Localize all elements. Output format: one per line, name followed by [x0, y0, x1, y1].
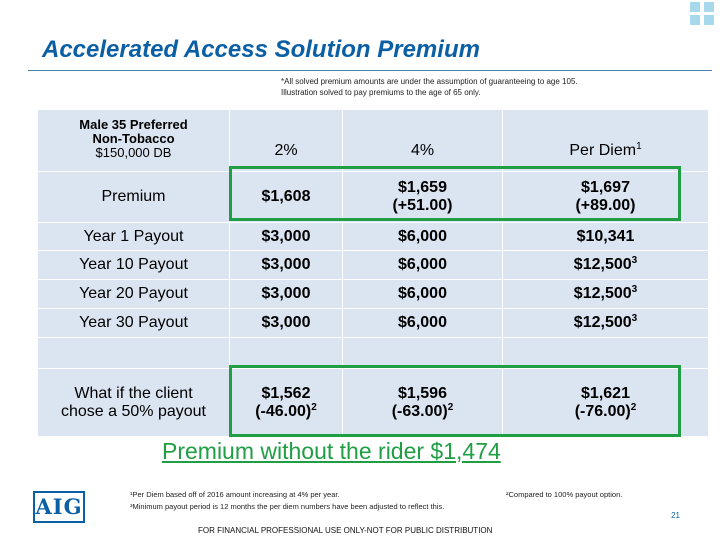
profile-cell — [38, 110, 230, 172]
payout-row — [38, 309, 709, 338]
payout-row — [38, 223, 709, 251]
what-if-label — [38, 369, 230, 437]
premium-4pct-amount: $1,659 — [398, 179, 447, 196]
payout-2pct: $3,000 — [230, 251, 343, 280]
header-2pct: 2% — [230, 110, 343, 172]
payout-4pct: $6,000 — [343, 309, 503, 338]
what-if-2pct-amount: $1,562 — [261, 384, 311, 402]
header-row — [38, 110, 709, 172]
assumption-note-line2: Illustration solved to pay premiums to the age of 65 only. — [281, 88, 481, 97]
what-if-4pct-diff: (-63.00) — [391, 402, 448, 420]
payout-footnote-ref: 3 — [631, 255, 638, 266]
payout-4pct: $6,000 — [343, 280, 503, 309]
spacer-row — [38, 338, 709, 369]
what-if-footnote-ref: 2 — [630, 401, 637, 413]
profile-line2: Non-Tobacco — [92, 130, 175, 146]
payout-row — [38, 280, 709, 309]
what-if-2pct-diff: (-46.00) — [255, 402, 312, 420]
what-if-label-line1: What if the client — [74, 384, 193, 402]
what-if-footnote-ref: 2 — [447, 401, 454, 413]
payout-per-diem-value: $12,500 — [573, 285, 632, 302]
payout-label: Year 10 Payout — [38, 251, 230, 280]
payout-footnote-ref: 3 — [631, 313, 638, 324]
spacer-cell — [343, 338, 503, 369]
what-if-footnote-ref: 2 — [311, 401, 317, 413]
payout-row — [38, 251, 709, 280]
page-number: 21 — [671, 511, 680, 520]
header-per-diem — [503, 110, 709, 172]
premium-highlight-box — [229, 166, 681, 221]
spacer-cell — [38, 338, 230, 369]
spacer-cell — [230, 338, 343, 369]
payout-footnote-ref: 3 — [631, 284, 638, 295]
payout-per-diem-value: $12,500 — [573, 256, 632, 273]
assumption-note — [281, 76, 681, 98]
premium-per-diem-amount: $1,697 — [581, 179, 630, 196]
payout-label: Year 1 Payout — [38, 223, 230, 251]
header-per-diem-label: Per Diem — [569, 141, 637, 159]
payout-per-diem — [503, 309, 709, 338]
payout-label: Year 20 Payout — [38, 280, 230, 309]
payout-4pct: $6,000 — [343, 223, 503, 251]
disclaimer: FOR FINANCIAL PROFESSIONAL USE ONLY-NOT FOR PUBLIC DISTRIBUTION — [198, 526, 493, 535]
premium-label: Premium — [38, 172, 230, 223]
payout-per-diem — [503, 251, 709, 280]
footnote-1: ¹Per Diem based off of 2016 amount increasing at 4% per year. — [130, 490, 340, 499]
payout-2pct: $3,000 — [230, 280, 343, 309]
payout-per-diem-value: $10,341 — [576, 227, 635, 245]
payout-2pct: $3,000 — [230, 223, 343, 251]
assumption-note-line1: *All solved premium amounts are under the assumption of guaranteeing to age 105. — [281, 77, 578, 86]
header-4pct: 4% — [343, 110, 503, 172]
premium-2pct: $1,608 — [230, 172, 343, 223]
payout-per-diem — [503, 223, 709, 251]
profile-line3: $150,000 DB — [95, 144, 172, 160]
premium-per-diem-diff: (+89.00) — [575, 197, 636, 214]
payout-per-diem — [503, 280, 709, 309]
decorative-squares — [638, 2, 718, 26]
what-if-4pct-amount: $1,596 — [398, 384, 447, 402]
premium-4pct-diff: (+51.00) — [392, 197, 453, 214]
what-if-highlight-box — [229, 365, 681, 437]
what-if-per-diem-diff: (-76.00) — [574, 402, 631, 420]
spacer-cell — [503, 338, 709, 369]
page-title: Accelerated Access Solution Premium — [42, 36, 480, 63]
what-if-label-line2: chose a 50% payout — [61, 402, 206, 420]
profile-line1: Male 35 Preferred — [79, 116, 188, 132]
payout-label: Year 30 Payout — [38, 309, 230, 338]
payout-2pct: $3,000 — [230, 309, 343, 338]
title-divider — [28, 70, 712, 71]
payout-per-diem-value: $12,500 — [573, 314, 632, 331]
per-diem-footnote-ref: 1 — [636, 140, 642, 152]
rider-note: Premium without the rider $1,474 — [162, 438, 501, 464]
aig-logo: AIG — [33, 491, 85, 523]
footnote-3: ³Minimum payout period is 12 months the per diem numbers have been adjusted to reflect this. — [130, 502, 445, 511]
payout-4pct: $6,000 — [343, 251, 503, 280]
footnote-2: ²Compared to 100% payout option. — [506, 490, 623, 499]
what-if-per-diem-amount: $1,621 — [581, 384, 630, 402]
